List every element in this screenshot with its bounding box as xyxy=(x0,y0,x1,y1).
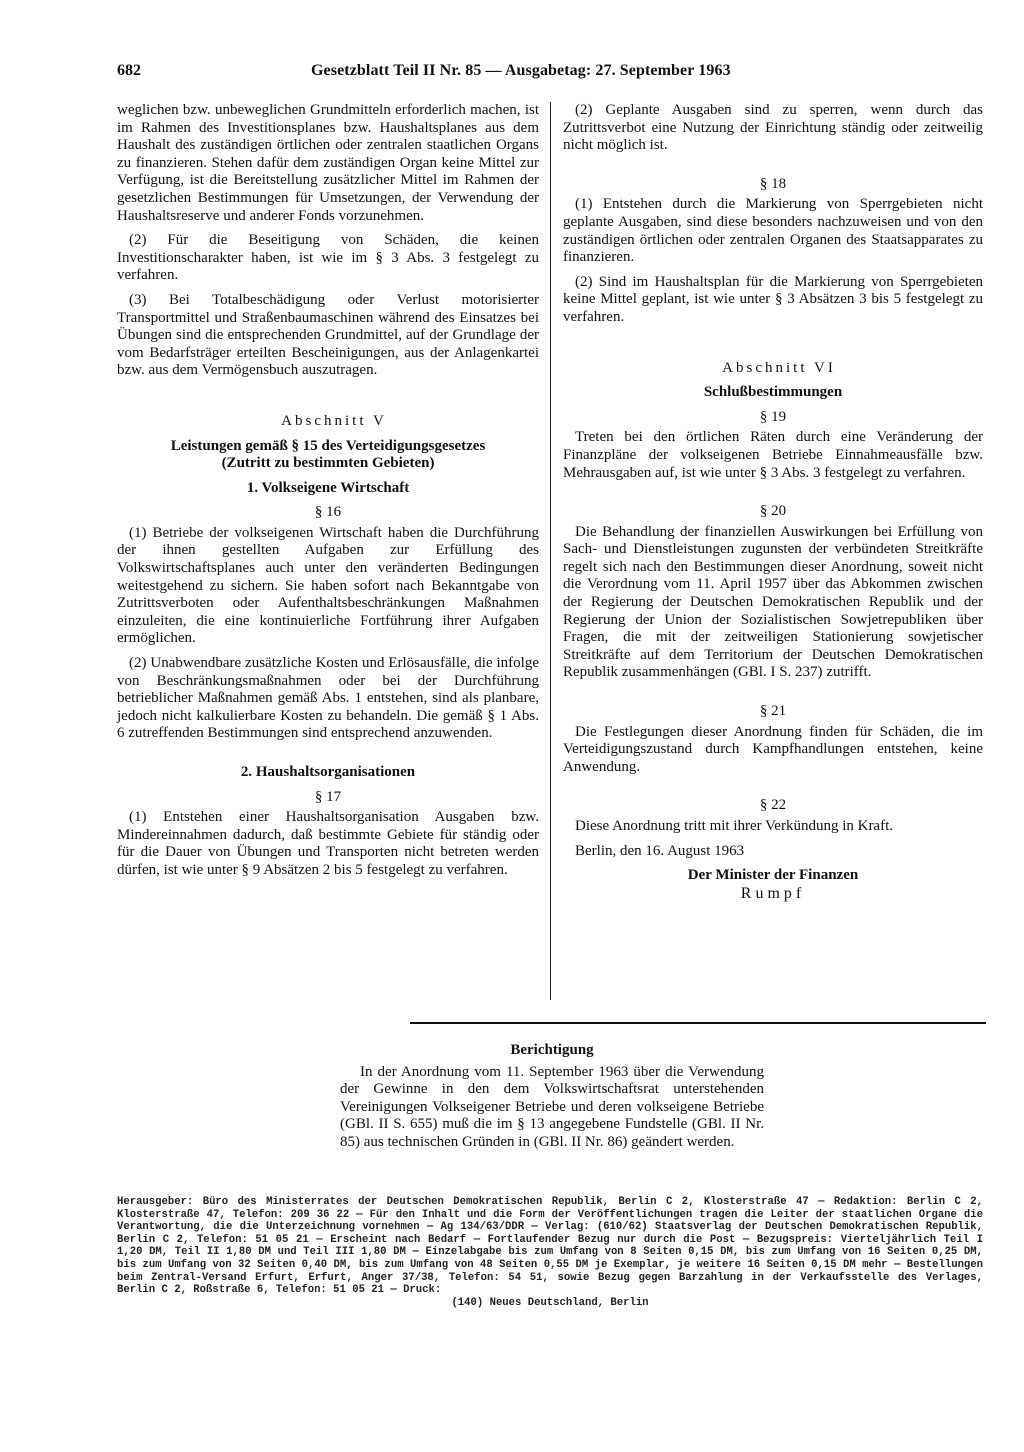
section-heading: (Zutritt zu bestimmten Gebieten) xyxy=(221,455,435,472)
section-heading: Schlußbestimmungen xyxy=(703,384,843,401)
signer-name: Rumpf xyxy=(740,884,806,902)
separator-rule xyxy=(410,1022,986,1024)
place-date: Berlin, den 16. August 1963 xyxy=(575,842,745,859)
subsection-heading: 1. Volkseigene Wirtschaft xyxy=(246,479,410,496)
paragraph: (1) Entstehen einer Haushaltsorganisation Ausgaben bzw. Mindereinnahmen dadurch, daß bestimmte Gebiete für ständig oder für die Dauer von Übungen und Transporten nicht betreten werden dürfen, ist wie unter § 9 Absätzen 2 bis 5 festgelegt zu verfahren. xyxy=(117,809,539,878)
paragraph: (1) Entstehen durch die Markierung von Sperrgebieten nicht geplante Ausgaben, sind diese besonders nachzuweisen und von den zuständigen örtlichen oder zentralen Organen des Staatsapparates zu finanzieren. xyxy=(563,196,983,266)
imprint-text: Herausgeber: Büro des Ministerrates der Deutschen Demokratischen Republik, Berlin C 2, Klosterstraße 47 — Redaktion: Berlin C 2, Klosterstraße 47, Telefon: 209 36 22 — Für den Inhalt und die Form der Veröffentlichungen tragen die Leiter der staatlichen Organe die Verantwortung, die die Unterzeichnung vornehmen — Ag 134/63/DDR — Verlag: (610/62) Staatsverlag der Deutschen Demokratischen Republik, Berlin C 2, Telefon: 51 05 21 — Erscheint nach Bedarf — Fortlaufender Bezug nur durch die Post — Bezugspreis: Vierteljährlich Teil I 1,20 DM, Teil II 1,80 DM und Teil III 1,80 DM — Einzelabgabe bis zum Umfang von 8 Seiten 0,15 DM, bis zum Umfang von 16 Seiten 0,25 DM, bis zum Umfang von 32 Seiten 0,40 DM, bis zum Umfang von 48 Seiten 0,55 DM je Exemplar, je weitere 16 Seiten 0,15 DM mehr — Bestellungen beim Zentral-Versand Erfurt, Erfurt, Anger 37/38, Telefon: 54 51, sowie Bezug gegen Barzahlung in der Verkaufsstelle des Verlages, Berlin C 2, Roßstraße 6, Telefon: 51 05 21 — Druck: xyxy=(117,1196,983,1297)
signer-title: Der Minister der Finanzen xyxy=(687,867,859,884)
correction-body: In der Anordnung vom 11. September 1963 über die Verwendung der Gewinne in den dem Volkswirtschaftsrat unterstehenden Vereinigungen Volkseigener Betriebe und deren volkseigene Betriebe (GBl. II S. 655) muß die im § 13 angegebene Fundstelle (GBl. II Nr. 85) aus technischen Gründen in (GBl. II Nr. 86) geändert werden. xyxy=(340,1063,764,1150)
correction-title: Berichtigung xyxy=(510,1042,594,1058)
page-header xyxy=(117,62,987,88)
paragraph-number: § 22 xyxy=(759,797,787,814)
paragraph-number: § 16 xyxy=(314,504,342,521)
paragraph: Treten bei den örtlichen Räten durch eine Veränderung der Finanzpläne der volkseigenen Betriebe Einnahmeausfälle bzw. Mehrausgaben auf, ist wie unter § 3 Abs. 3 festgelegt zu verfahren. xyxy=(563,429,983,481)
paragraph-number: § 18 xyxy=(759,175,787,192)
imprint-printer: (140) Neues Deutschland, Berlin xyxy=(451,1296,649,1309)
correction-notice xyxy=(340,1042,764,1152)
paragraph: (1) Betriebe der volkseigenen Wirtschaft haben die Durchführung der ihnen gestellten Aufgaben zur Erfüllung des Volkswirtschaftsplanes auch unter den veränderten Bedingungen weitestgehend zu sichern. Sie haben sofort nach Bekanntgabe von Zutrittsverboten oder Aufenthaltsbeschränkungen Maßnahmen einzuleiten, die eine kontinuierliche Fortführung ihrer Aufgaben ermöglichen. xyxy=(117,524,539,647)
paragraph-number: § 17 xyxy=(314,788,342,805)
paragraph: Die Behandlung der finanziellen Auswirkungen bei Erfüllung von Sach- und Dienstleistungen zugunsten der verbündeten Streitkräfte regelt sich nach den Bestimmungen dieser Anordnung, soweit nicht die Verordnung vom 11. April 1957 über das Abkommen zwischen der Regierung der Deutschen Demokratischen Republik und der Regierung der Union der Sozialistischen Sowjetrepubliken über Fragen, die mit der zeitweiligen Stationierung sowjetischer Streitkräfte auf dem Territorium der Deutschen Demokratischen Republik zusammenhängen (GBl. I S. 237) zutrifft. xyxy=(563,523,983,681)
paragraph: (3) Bei Totalbeschädigung oder Verlust motorisierter Transportmittel und Straßenbaumaschinen während des Einsatzes bei Übungen sind die entsprechenden Grundmittel, auf der Grundlage der vom Bedarfsträger erteilten Bescheinigungen, aus der Anlagenkartei bzw. aus dem Vermögensbuch auszutragen. xyxy=(117,291,539,379)
left-column xyxy=(117,102,539,887)
column-divider xyxy=(550,102,551,1000)
subsection-heading: 2. Haushaltsorganisationen xyxy=(240,764,416,780)
paragraph-number: § 19 xyxy=(759,408,787,425)
paragraph: weglichen bzw. unbeweglichen Grundmitteln erforderlich machen, ist im Rahmen des Investitionsplanes bzw. Haushaltsplanes aus dem Haushalt des zuständigen örtlichen oder zentralen staatlichen Organs zu finanzieren. Stehen dafür dem zuständigen Organ keine Mittel zur Verfügung, ist die Bereitstellung zusätzlicher Mittel im Rahmen der gesetzlichen Bestimmungen für Umsetzungen, der Verwendung der Haushaltsreserve und anderer Fonds vorzunehmen. xyxy=(117,102,539,224)
page-number: 682 xyxy=(117,62,141,79)
imprint xyxy=(117,1196,983,1309)
right-column xyxy=(563,102,983,902)
running-head: Gesetzblatt Teil II Nr. 85 — Ausgabetag: 27. September 1963 xyxy=(311,62,731,79)
paragraph: (2) Sind im Haushaltsplan für die Markierung von Sperrgebieten keine Mittel geplant, ist wie unter § 3 Absätzen 3 bis 5 festgelegt zu verfahren. xyxy=(563,273,983,325)
paragraph: (2) Für die Beseitigung von Schäden, die keinen Investitionscharakter haben, ist wie im § 3 Abs. 3 festgelegt zu verfahren. xyxy=(117,232,539,284)
paragraph: (2) Geplante Ausgaben sind zu sperren, wenn durch das Zutrittsverbot eine Nutzung der Einrichtung ständig oder zeitweilig nicht möglich ist. xyxy=(563,102,983,154)
paragraph-number: § 21 xyxy=(759,703,787,720)
paragraph: Diese Anordnung tritt mit ihrer Verkündung in Kraft. xyxy=(575,818,894,834)
paragraph: (2) Unabwendbare zusätzliche Kosten und Erlösausfälle, die infolge von Beschränkungsmaßnahmen oder bei der Durchführung betrieblicher Maßnahmen gemäß Abs. 1 entstehen, sind als planbare, jedoch nicht kalkulierbare Kosten zu behandeln. Die gemäß § 1 Abs. 6 zutreffenden Bestimmungen sind entsprechend anzuwenden. xyxy=(117,655,539,742)
section-heading: Leistungen gemäß § 15 des Verteidigungsgesetzes xyxy=(170,437,486,454)
paragraph: Die Festlegungen dieser Anordnung finden für Schäden, die im Verteidigungszustand durch Kampfhandlungen entstehen, keine Anwendung. xyxy=(563,723,983,775)
section-title: Abschnitt V xyxy=(281,412,387,429)
section-title: Abschnitt VI xyxy=(722,359,836,376)
paragraph-number: § 20 xyxy=(759,503,787,520)
